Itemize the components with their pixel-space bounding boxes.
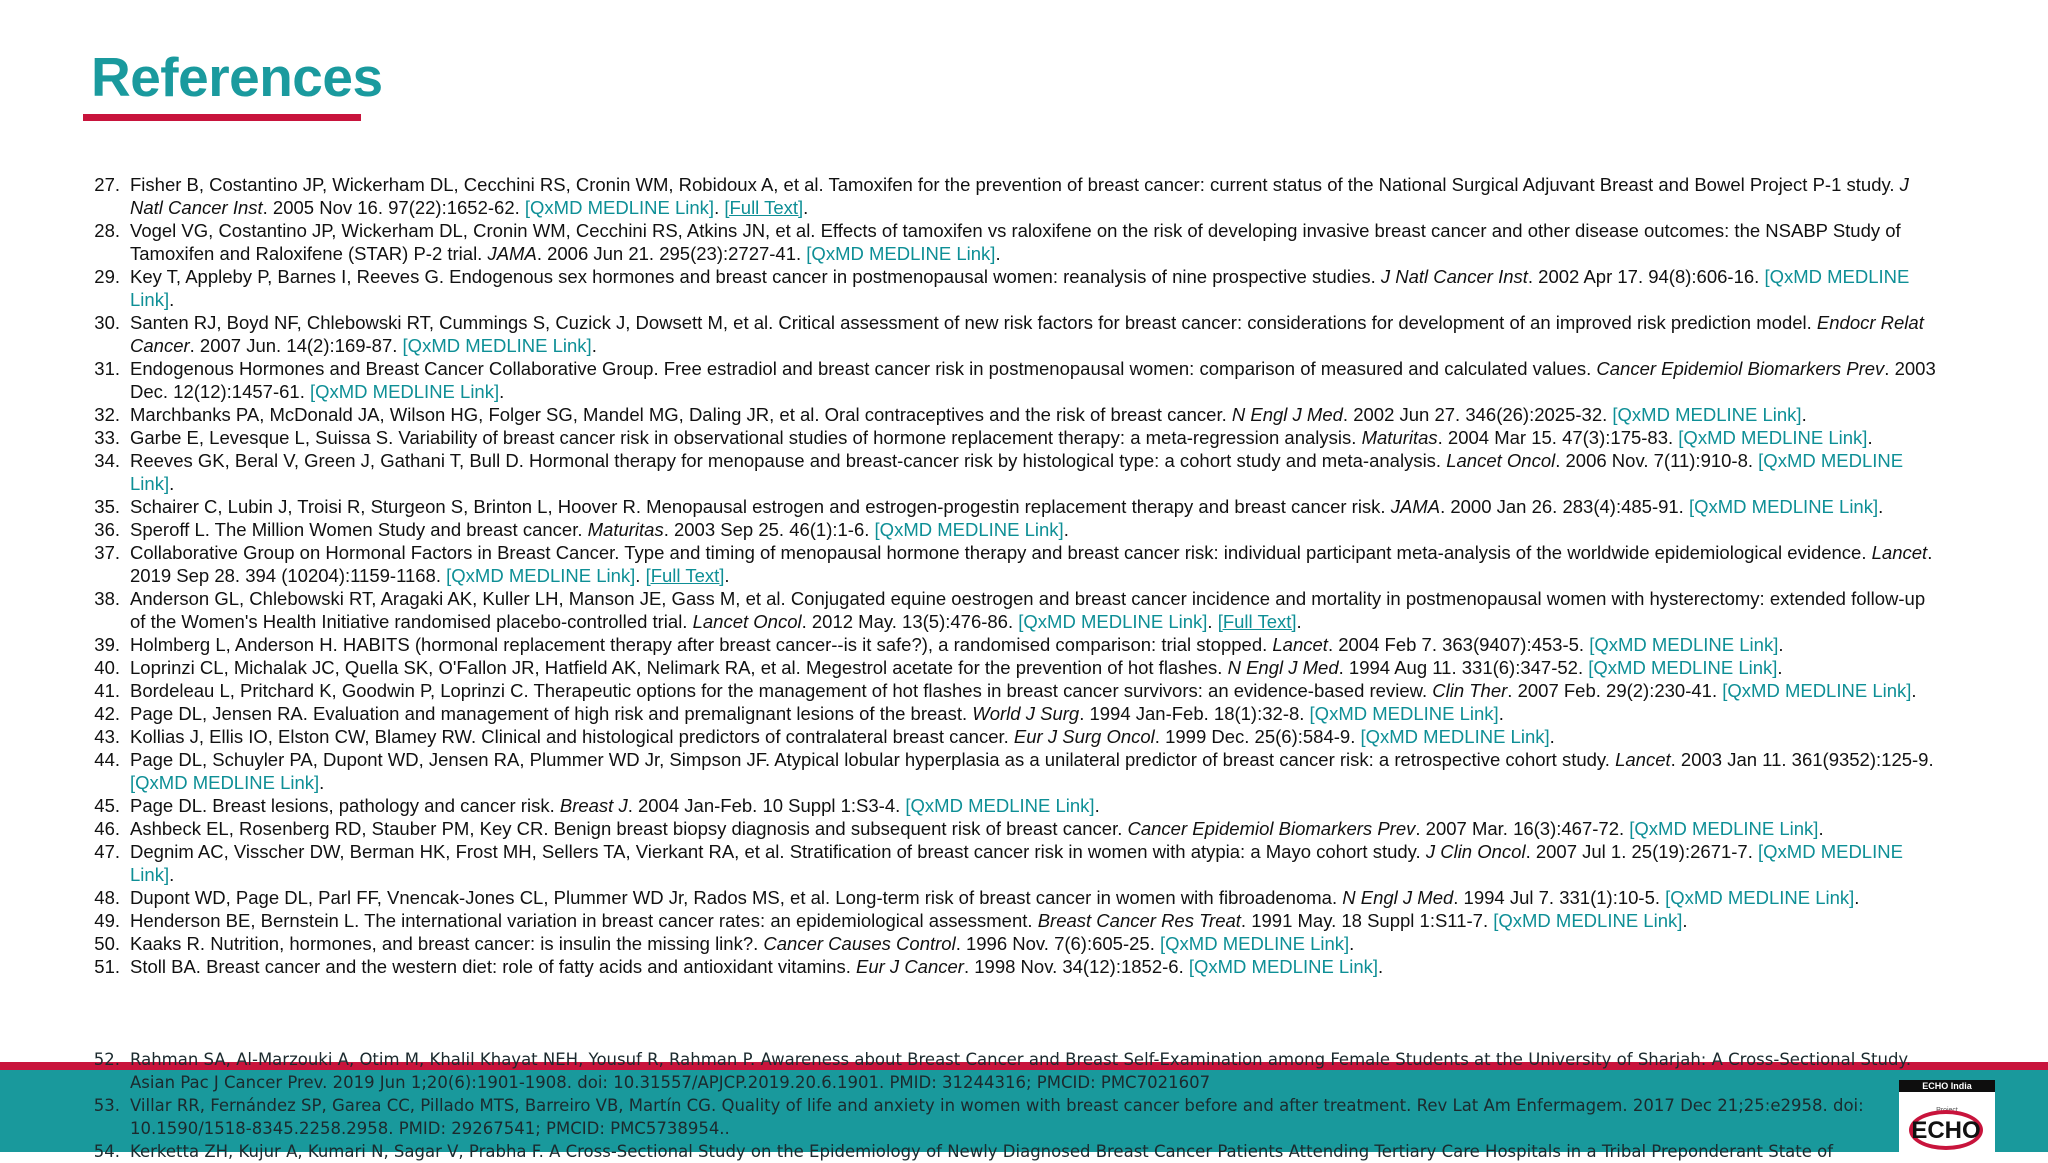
reference-text: Collaborative Group on Hormonal Factors in Breast Cancer. Type and timing of menopausal hormone therapy and breast cancer risk: individual participant meta-analysis of the worldwide epidemiological evidence.	[130, 542, 1872, 563]
reference-text: Speroff L. The Million Women Study and breast cancer.	[130, 519, 588, 540]
medline-link[interactable]: [QxMD MEDLINE Link]	[1018, 611, 1208, 632]
reference-citation: . 1994 Jan-Feb. 18(1):32-8.	[1079, 703, 1310, 724]
reference-item: 29. Key T, Appleby P, Barnes I, Reeves G. Endogenous sex hormones and breast cancer in postmenopausal women: reanalysis of nine prospective studies. J Natl Cancer Inst. 2002 Apr 17. 94(8):606-16. [QxMD MEDLINE Link].	[90, 265, 1940, 311]
reference-journal: Eur J Cancer	[856, 956, 964, 977]
reference-item: 43. Kollias J, Ellis IO, Elston CW, Blamey RW. Clinical and histological predictors of contralateral breast cancer. Eur J Surg Oncol. 1999 Dec. 25(6):584-9. [QxMD MEDLINE Link].	[90, 725, 1940, 748]
reference-citation: . 2003 Sep 25. 46(1):1-6.	[663, 519, 875, 540]
reference-journal: N Engl J Med	[1342, 887, 1454, 908]
reference-journal: Breast Cancer Res Treat	[1037, 910, 1241, 931]
reference-journal: J Natl Cancer Inst	[1380, 266, 1528, 287]
reference-item: 47. Degnim AC, Visscher DW, Berman HK, Frost MH, Sellers TA, Vierkant RA, et al. Stratification of breast cancer risk in women with atypia: a Mayo cohort study. J Clin Oncol. 2007 Jul 1. 25(19):2671-7. [QxMD MEDLINE Link].	[90, 840, 1940, 886]
reference-journal: JAMA	[487, 243, 537, 264]
reference-number: 42.	[94, 703, 120, 724]
reference-number: 44.	[94, 749, 120, 770]
reference-item: 36. Speroff L. The Million Women Study and breast cancer. Maturitas. 2003 Sep 25. 46(1):1-6. [QxMD MEDLINE Link].	[90, 518, 1940, 541]
medline-link[interactable]: [QxMD MEDLINE Link]	[1160, 933, 1350, 954]
medline-link[interactable]: [QxMD MEDLINE Link]	[1629, 818, 1819, 839]
footer-reference-item	[90, 1094, 1940, 1140]
medline-link[interactable]: [QxMD MEDLINE Link]	[130, 266, 1910, 310]
reference-citation: . 2019 Sep 28. 394 (10204):1159-1168.	[130, 542, 1933, 586]
reference-number: 35.	[94, 496, 120, 517]
footer-reference-list	[90, 1048, 1940, 1163]
medline-link[interactable]: [QxMD MEDLINE Link]	[130, 772, 320, 793]
reference-number: 50.	[94, 933, 120, 954]
medline-link[interactable]: [QxMD MEDLINE Link]	[1589, 634, 1779, 655]
reference-item: 38. Anderson GL, Chlebowski RT, Aragaki AK, Kuller LH, Manson JE, Gass M, et al. Conjugated equine oestrogen and breast cancer incidence and mortality in postmenopausal women with hysterectomy: extended follow-up of the Women's Health Initiative randomised placebo-controlled trial. Lancet Oncol. 2012 May. 13(5):476-86. [QxMD MEDLINE Link]. [Full Text].	[90, 587, 1940, 633]
reference-number: 40.	[94, 657, 120, 678]
medline-link[interactable]: [QxMD MEDLINE Link]	[130, 450, 1904, 494]
reference-citation: . 2003 Jan 11. 361(9352):125-9.	[1670, 749, 1934, 770]
reference-item: 42. Page DL, Jensen RA. Evaluation and management of high risk and premalignant lesions of the breast. World J Surg. 1994 Jan-Feb. 18(1):32-8. [QxMD MEDLINE Link].	[90, 702, 1940, 725]
reference-number: 45.	[94, 795, 120, 816]
reference-citation: . 2002 Jun 27. 346(26):2025-32.	[1342, 404, 1613, 425]
medline-link[interactable]: [QxMD MEDLINE Link]	[1688, 496, 1879, 517]
reference-journal: Lancet	[1272, 634, 1328, 655]
logo-badge: ECHO India	[1899, 1080, 1995, 1092]
reference-number: 52.	[93, 1050, 120, 1069]
reference-journal: Cancer Epidemiol Biomarkers Prev	[1127, 818, 1416, 839]
reference-citation: . 1991 May. 18 Suppl 1:S11-7.	[1240, 910, 1494, 931]
reference-text: Marchbanks PA, McDonald JA, Wilson HG, Folger SG, Mandel MG, Daling JR, et al. Oral contraceptives and the risk of breast cancer.	[130, 404, 1232, 425]
logo-name: ECHO	[1911, 1117, 1981, 1144]
reference-text: Fisher B, Costantino JP, Wickerham DL, Cecchini RS, Cronin WM, Robidoux A, et al. Tamoxifen for the prevention of breast cancer: current status of the National Surgical Adjuvant Breast and Bowel Project P-1 study.	[130, 174, 1900, 195]
medline-link[interactable]: [QxMD MEDLINE Link]	[806, 243, 996, 264]
medline-link[interactable]: [QxMD MEDLINE Link]	[402, 335, 592, 356]
reference-citation: . 2006 Jun 21. 295(23):2727-41.	[536, 243, 807, 264]
reference-text: Villar RR, Fernández SP, Garea CC, Pillado MTS, Barreiro VB, Martín CG. Quality of life and anxiety in women with breast cancer before and after treatment. Rev Lat Am Enfermagem. 2017 Dec 21;25:e2958. doi: 10.1590/1518-8345.2258.2958. PMID: 29267541; PMCID: PMC5738954..	[130, 1096, 1864, 1138]
reference-citation: . 1994 Aug 11. 331(6):347-52.	[1338, 657, 1589, 678]
logo-box	[1899, 1092, 1995, 1152]
reference-number: 31.	[94, 358, 120, 379]
reference-citation: . 1998 Nov. 34(12):1852-6.	[963, 956, 1189, 977]
reference-number: 29.	[94, 266, 120, 287]
medline-link[interactable]: [QxMD MEDLINE Link]	[1309, 703, 1499, 724]
logo-project-label: Project	[1936, 1107, 1958, 1114]
reference-journal: Lancet Oncol	[1446, 450, 1556, 471]
reference-citation: . 2007 Jun. 14(2):169-87.	[189, 335, 403, 356]
medline-link[interactable]: [QxMD MEDLINE Link]	[1678, 427, 1868, 448]
medline-link[interactable]: [QxMD MEDLINE Link]	[446, 565, 636, 586]
reference-number: 38.	[94, 588, 120, 609]
medline-link[interactable]: [QxMD MEDLINE Link]	[905, 795, 1095, 816]
reference-journal: Lancet	[1615, 749, 1671, 770]
reference-item: 27. Fisher B, Costantino JP, Wickerham DL, Cecchini RS, Cronin WM, Robidoux A, et al. Tamoxifen for the prevention of breast cancer: current status of the National Surgical Adjuvant Breast and Bowel Project P-1 study. J Natl Cancer Inst. 2005 Nov 16. 97(22):1652-62. [QxMD MEDLINE Link]. [Full Text].	[90, 173, 1940, 219]
reference-text: Kerketta ZH, Kujur A, Kumari N, Sagar V, Prabha F. A Cross-Sectional Study on the Epidemiology of Newly Diagnosed Breast Cancer Patients Attending Tertiary Care Hospitals in a Tribal Preponderant State of	[130, 1142, 1834, 1161]
reference-citation: . 2002 Apr 17. 94(8):606-16.	[1527, 266, 1765, 287]
reference-text: Rahman SA, Al-Marzouki A, Otim M, Khalil Khayat NEH, Yousuf R, Rahman P. Awareness about Breast Cancer and Breast Self-Examination among Female Students at the University of Sharjah: A Cross-Sectional Study. Asian Pac J Cancer Prev. 2019 Jun 1;20(6):1901-1908. doi: 10.31557/APJCP.2019.20.6.1901. PMID: 31244316; PMCID: PMC7021607	[130, 1050, 1912, 1092]
full-text-link[interactable]: [Full Text]	[1217, 611, 1297, 632]
reference-citation: . 2007 Feb. 29(2):230-41.	[1507, 680, 1723, 701]
reference-number: 54.	[93, 1142, 120, 1161]
reference-number: 49.	[94, 910, 120, 931]
full-text-link[interactable]: [Full Text]	[724, 197, 804, 218]
reference-text: Loprinzi CL, Michalak JC, Quella SK, O'Fallon JR, Hatfield AK, Nelimark RA, et al. Megestrol acetate for the prevention of hot flashes.	[130, 657, 1228, 678]
reference-text: Anderson GL, Chlebowski RT, Aragaki AK, Kuller LH, Manson JE, Gass M, et al. Conjugated equine oestrogen and breast cancer incidence and mortality in postmenopausal women with hysterectomy: extended follow-up of the Women's Health Initiative randomised placebo-controlled trial.	[130, 588, 1926, 632]
page-title: References	[91, 46, 383, 108]
reference-journal: Endocr Relat Cancer	[130, 312, 1924, 356]
reference-item: 41. Bordeleau L, Pritchard K, Goodwin P, Loprinzi C. Therapeutic options for the management of hot flashes in breast cancer survivors: an evidence-based review. Clin Ther. 2007 Feb. 29(2):230-41. [QxMD MEDLINE Link].	[90, 679, 1940, 702]
reference-journal: Maturitas	[1361, 427, 1438, 448]
reference-item: 50. Kaaks R. Nutrition, hormones, and breast cancer: is insulin the missing link?. Cancer Causes Control. 1996 Nov. 7(6):605-25. [QxMD MEDLINE Link].	[90, 932, 1940, 955]
reference-list	[90, 173, 1940, 978]
reference-citation: . 2004 Feb 7. 363(9407):453-5.	[1327, 634, 1590, 655]
reference-text: Bordeleau L, Pritchard K, Goodwin P, Loprinzi C. Therapeutic options for the management of hot flashes in breast cancer survivors: an evidence-based review.	[130, 680, 1433, 701]
reference-journal: Clin Ther	[1432, 680, 1508, 701]
reference-number: 47.	[94, 841, 120, 862]
reference-journal: Eur J Surg Oncol	[1013, 726, 1155, 747]
medline-link[interactable]: [QxMD MEDLINE Link]	[1493, 910, 1683, 931]
reference-journal: Lancet Oncol	[692, 611, 802, 632]
reference-journal: Cancer Epidemiol Biomarkers Prev	[1596, 358, 1885, 379]
medline-link[interactable]: [QxMD MEDLINE Link]	[130, 841, 1903, 885]
medline-link[interactable]: [QxMD MEDLINE Link]	[874, 519, 1064, 540]
medline-link[interactable]: [QxMD MEDLINE Link]	[1360, 726, 1550, 747]
reference-journal: Lancet	[1871, 542, 1928, 563]
reference-text: Garbe E, Levesque L, Suissa S. Variability of breast cancer risk in observational studies of hormone replacement therapy: a meta-regression analysis.	[130, 427, 1362, 448]
reference-text: Schairer C, Lubin J, Troisi R, Sturgeon S, Brinton L, Hoover R. Menopausal estrogen and estrogen-progestin replacement therapy and breast cancer risk.	[130, 496, 1391, 517]
reference-citation: . 2003 Dec. 12(12):1457-61.	[130, 358, 1936, 402]
reference-journal: J Clin Oncol	[1425, 841, 1526, 862]
reference-item: 48. Dupont WD, Page DL, Parl FF, Vnencak-Jones CL, Plummer WD Jr, Rados MS, et al. Long-term risk of breast cancer in women with fibroadenoma. N Engl J Med. 1994 Jul 7. 331(1):10-5. [QxMD MEDLINE Link].	[90, 886, 1940, 909]
reference-number: 41.	[94, 680, 120, 701]
medline-link[interactable]: [QxMD MEDLINE Link]	[309, 381, 500, 402]
reference-text: Page DL, Schuyler PA, Dupont WD, Jensen RA, Plummer WD Jr, Simpson JF. Atypical lobular hyperplasia as a unilateral predictor of breast cancer risk: a retrospective cohort study.	[130, 749, 1616, 770]
reference-item: 31. Endogenous Hormones and Breast Cancer Collaborative Group. Free estradiol and breast cancer risk in postmenopausal women: comparison of measured and calculated values. Cancer Epidemiol Biomarkers Prev. 2003 Dec. 12(12):1457-61. [QxMD MEDLINE Link].	[90, 357, 1940, 403]
reference-text: Page DL. Breast lesions, pathology and cancer risk.	[130, 795, 560, 816]
reference-citation: . 1996 Nov. 7(6):605-25.	[955, 933, 1160, 954]
reference-text: Page DL, Jensen RA. Evaluation and management of high risk and premalignant lesions of the breast.	[130, 703, 973, 724]
reference-number: 28.	[94, 220, 120, 241]
medline-link[interactable]: [QxMD MEDLINE Link]	[1665, 887, 1855, 908]
reference-item: 49. Henderson BE, Bernstein L. The international variation in breast cancer rates: an epidemiological assessment. Breast Cancer Res Treat. 1991 May. 18 Suppl 1:S11-7. [QxMD MEDLINE Link].	[90, 909, 1940, 932]
reference-number: 51.	[94, 956, 120, 977]
reference-number: 39.	[94, 634, 120, 655]
reference-citation: . 2007 Jul 1. 25(19):2671-7.	[1525, 841, 1758, 862]
reference-item: 44. Page DL, Schuyler PA, Dupont WD, Jensen RA, Plummer WD Jr, Simpson JF. Atypical lobular hyperplasia as a unilateral predictor of breast cancer risk: a retrospective cohort study. Lancet. 2003 Jan 11. 361(9352):125-9. [QxMD MEDLINE Link].	[90, 748, 1940, 794]
medline-link[interactable]: [QxMD MEDLINE Link]	[1722, 680, 1912, 701]
reference-item: 40. Loprinzi CL, Michalak JC, Quella SK, O'Fallon JR, Hatfield AK, Nelimark RA, et al. Megestrol acetate for the prevention of hot flashes. N Engl J Med. 1994 Aug 11. 331(6):347-52. [QxMD MEDLINE Link].	[90, 656, 1940, 679]
reference-text: Endogenous Hormones and Breast Cancer Collaborative Group. Free estradiol and breast cancer risk in postmenopausal women: comparison of measured and calculated values.	[130, 358, 1597, 379]
reference-text: Ashbeck EL, Rosenberg RD, Stauber PM, Key CR. Benign breast biopsy diagnosis and subsequent risk of breast cancer.	[130, 818, 1128, 839]
reference-item: 28. Vogel VG, Costantino JP, Wickerham DL, Cronin WM, Cecchini RS, Atkins JN, et al. Effects of tamoxifen vs raloxifene on the risk of developing invasive breast cancer and other disease outcomes: the NSABP Study of Tamoxifen and Raloxifene (STAR) P-2 trial. JAMA. 2006 Jun 21. 295(23):2727-41. [QxMD MEDLINE Link].	[90, 219, 1940, 265]
reference-journal: World J Surg	[972, 703, 1080, 724]
footer-reference-item	[90, 1048, 1940, 1094]
reference-number: 53.	[93, 1096, 120, 1115]
reference-text: Holmberg L, Anderson H. HABITS (hormonal replacement therapy after breast cancer--is it safe?), a randomised comparison: trial stopped.	[130, 634, 1273, 655]
reference-item: 37. Collaborative Group on Hormonal Factors in Breast Cancer. Type and timing of menopausal hormone therapy and breast cancer risk: individual participant meta-analysis of the worldwide epidemiological evidence. Lancet. 2019 Sep 28. 394 (10204):1159-1168. [QxMD MEDLINE Link]. [Full Text].	[90, 541, 1940, 587]
reference-text: Reeves GK, Beral V, Green J, Gathani T, Bull D. Hormonal therapy for menopause and breast-cancer risk by histological type: a cohort study and meta-analysis.	[130, 450, 1447, 471]
reference-citation: . 2007 Mar. 16(3):467-72.	[1415, 818, 1630, 839]
title-underline	[83, 114, 361, 121]
reference-text: Santen RJ, Boyd NF, Chlebowski RT, Cummings S, Cuzick J, Dowsett M, et al. Critical assessment of new risk factors for breast cancer: considerations for development of an improved risk prediction model.	[130, 312, 1817, 333]
reference-text: Kaaks R. Nutrition, hormones, and breast cancer: is insulin the missing link?.	[130, 933, 764, 954]
reference-number: 33.	[94, 427, 120, 448]
reference-citation: . 2000 Jan 26. 283(4):485-91.	[1440, 496, 1689, 517]
reference-number: 48.	[94, 887, 120, 908]
echo-logo	[1899, 1080, 1995, 1152]
reference-text: Dupont WD, Page DL, Parl FF, Vnencak-Jones CL, Plummer WD Jr, Rados MS, et al. Long-term risk of breast cancer in women with fibroadenoma.	[130, 887, 1343, 908]
reference-number: 43.	[94, 726, 120, 747]
reference-text: Stoll BA. Breast cancer and the western diet: role of fatty acids and antioxidant vitamins.	[130, 956, 856, 977]
reference-number: 46.	[94, 818, 120, 839]
full-text-link[interactable]: [Full Text]	[645, 565, 725, 586]
reference-journal: Maturitas	[587, 519, 664, 540]
reference-citation: . 2006 Nov. 7(11):910-8.	[1555, 450, 1759, 471]
medline-link[interactable]: [QxMD MEDLINE Link]	[524, 197, 715, 218]
reference-text: Henderson BE, Bernstein L. The international variation in breast cancer rates: an epidemiological assessment.	[130, 910, 1038, 931]
reference-number: 37.	[94, 542, 120, 563]
reference-citation: . 1999 Dec. 25(6):584-9.	[1154, 726, 1361, 747]
reference-item: 51. Stoll BA. Breast cancer and the western diet: role of fatty acids and antioxidant vitamins. Eur J Cancer. 1998 Nov. 34(12):1852-6. [QxMD MEDLINE Link].	[90, 955, 1940, 978]
reference-item: 30. Santen RJ, Boyd NF, Chlebowski RT, Cummings S, Cuzick J, Dowsett M, et al. Critical assessment of new risk factors for breast cancer: considerations for development of an improved risk prediction model. Endocr Relat Cancer. 2007 Jun. 14(2):169-87. [QxMD MEDLINE Link].	[90, 311, 1940, 357]
reference-item: 39. Holmberg L, Anderson H. HABITS (hormonal replacement therapy after breast cancer--is it safe?), a randomised comparison: trial stopped. Lancet. 2004 Feb 7. 363(9407):453-5. [QxMD MEDLINE Link].	[90, 633, 1940, 656]
reference-number: 30.	[94, 312, 120, 333]
reference-citation: . 2004 Mar 15. 47(3):175-83.	[1437, 427, 1679, 448]
reference-journal: J Natl Cancer Inst	[130, 174, 1909, 218]
reference-number: 32.	[94, 404, 120, 425]
reference-text: Vogel VG, Costantino JP, Wickerham DL, Cronin WM, Cecchini RS, Atkins JN, et al. Effects of tamoxifen vs raloxifene on the risk of developing invasive breast cancer and other disease outcomes: the NSABP Study of Tamoxifen and Raloxifene (STAR) P-2 trial.	[130, 220, 1901, 264]
reference-item: 46. Ashbeck EL, Rosenberg RD, Stauber PM, Key CR. Benign breast biopsy diagnosis and subsequent risk of breast cancer. Cancer Epidemiol Biomarkers Prev. 2007 Mar. 16(3):467-72. [QxMD MEDLINE Link].	[90, 817, 1940, 840]
reference-journal: N Engl J Med	[1227, 657, 1339, 678]
medline-link[interactable]: [QxMD MEDLINE Link]	[1612, 404, 1802, 425]
medline-link[interactable]: [QxMD MEDLINE Link]	[1588, 657, 1778, 678]
reference-citation: . 2004 Jan-Feb. 10 Suppl 1:S3-4.	[627, 795, 906, 816]
medline-link[interactable]: [QxMD MEDLINE Link]	[1188, 956, 1379, 977]
reference-item: 32. Marchbanks PA, McDonald JA, Wilson HG, Folger SG, Mandel MG, Daling JR, et al. Oral contraceptives and the risk of breast cancer. N Engl J Med. 2002 Jun 27. 346(26):2025-32. [QxMD MEDLINE Link].	[90, 403, 1940, 426]
reference-item: 34. Reeves GK, Beral V, Green J, Gathani T, Bull D. Hormonal therapy for menopause and breast-cancer risk by histological type: a cohort study and meta-analysis. Lancet Oncol. 2006 Nov. 7(11):910-8. [QxMD MEDLINE Link].	[90, 449, 1940, 495]
reference-text: Kollias J, Ellis IO, Elston CW, Blamey RW. Clinical and histological predictors of contralateral breast cancer.	[130, 726, 1014, 747]
reference-item: 45. Page DL. Breast lesions, pathology and cancer risk. Breast J. 2004 Jan-Feb. 10 Suppl 1:S3-4. [QxMD MEDLINE Link].	[90, 794, 1940, 817]
reference-item: 35. Schairer C, Lubin J, Troisi R, Sturgeon S, Brinton L, Hoover R. Menopausal estrogen and estrogen-progestin replacement therapy and breast cancer risk. JAMA. 2000 Jan 26. 283(4):485-91. [QxMD MEDLINE Link].	[90, 495, 1940, 518]
reference-citation: . 1994 Jul 7. 331(1):10-5.	[1453, 887, 1666, 908]
reference-journal: Breast J	[559, 795, 628, 816]
reference-citation: . 2005 Nov 16. 97(22):1652-62.	[262, 197, 525, 218]
reference-citation: . 2012 May. 13(5):476-86.	[801, 611, 1019, 632]
reference-text: Degnim AC, Visscher DW, Berman HK, Frost MH, Sellers TA, Vierkant RA, et al. Stratification of breast cancer risk in women with atypia: a Mayo cohort study.	[130, 841, 1426, 862]
reference-journal: N Engl J Med	[1231, 404, 1343, 425]
reference-number: 36.	[94, 519, 120, 540]
reference-number: 34.	[94, 450, 120, 471]
reference-item: 33. Garbe E, Levesque L, Suissa S. Variability of breast cancer risk in observational studies of hormone replacement therapy: a meta-regression analysis. Maturitas. 2004 Mar 15. 47(3):175-83. [QxMD MEDLINE Link].	[90, 426, 1940, 449]
reference-number: 27.	[94, 174, 120, 195]
reference-journal: Cancer Causes Control	[763, 933, 956, 954]
reference-journal: JAMA	[1390, 496, 1441, 517]
reference-text: Key T, Appleby P, Barnes I, Reeves G. Endogenous sex hormones and breast cancer in postmenopausal women: reanalysis of nine prospective studies.	[130, 266, 1381, 287]
